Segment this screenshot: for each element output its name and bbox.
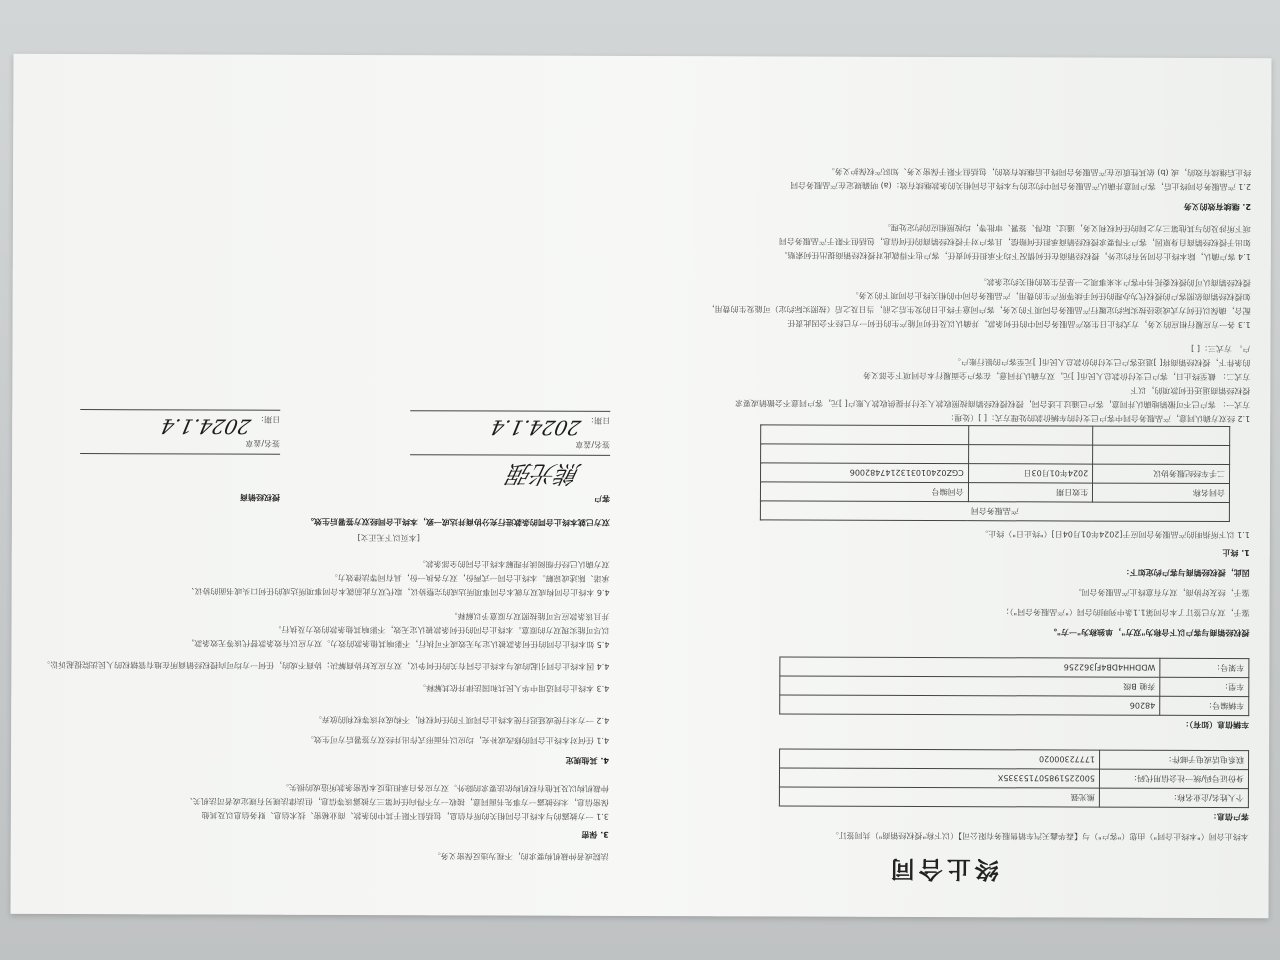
vehicle-id-label: 车辆编号： bbox=[1160, 696, 1249, 715]
vehicle-vin-value: WDDHH4DB4FJ362256 bbox=[780, 657, 1160, 677]
table-cell: 二手车经纪服务协议 bbox=[1093, 464, 1230, 483]
clause-4-4: 4.4 因本终止合同引起的或与本终止合同有关的任何争议，双方应友好协商解决；协商不成的，任何一方均可向授权经销商所在地有管辖权的人民法院提起诉讼。 bbox=[42, 659, 610, 671]
clause-1-2-line: 户。 方式三：[ ] bbox=[1191, 343, 1251, 354]
clause-2-1-line: 2.1 产品服务合同终止后，客户同意并确认产品服务合同中约定的与本终止合同相关的条款继续有效：(a) 明确规定在产品服务合同 bbox=[790, 180, 1252, 192]
clause-4-6-line: 承诺、陈述或谅解。本终止合同一式两份，双方各执一份，具有同等法律效力。 bbox=[329, 572, 610, 583]
clause-1-2-line: 方式二： 截至终止日，客户已支付价款总人民币[ ]元，双方确认并同意，在客户全面履行本合同项下全部义务 bbox=[863, 370, 1251, 382]
vehicle-model-value: 奔驰 B级 bbox=[780, 676, 1160, 696]
clause-3-2: 法院或者仲裁机构要求的，不视为违反保密义务。 bbox=[432, 851, 609, 861]
clause-1-2-line: 的条件下，授权经销商将[ ]退还客户已支付的价款总人民币[ ]元至客户的银行账户。 bbox=[952, 357, 1251, 368]
table-cell: 2024年01月03日 bbox=[968, 464, 1093, 483]
therefore-paragraph: 因此，授权经销商与客户约定如下： bbox=[1121, 567, 1250, 578]
customer-handwritten-date: 2024.1.4 bbox=[488, 415, 583, 440]
product-col-name: 合同名称 bbox=[1093, 483, 1230, 502]
dealer-signature-line bbox=[80, 453, 280, 455]
product-table-header: 产品服务合同 bbox=[760, 501, 1229, 522]
customer-name-label: 个人姓名/企业名称： bbox=[1099, 788, 1248, 808]
vehicle-id-value: 48206 bbox=[780, 695, 1160, 715]
dealer-date-line bbox=[80, 409, 280, 411]
table-cell bbox=[968, 445, 1093, 464]
table-cell bbox=[761, 425, 969, 445]
vehicle-model-label: 车型： bbox=[1160, 677, 1249, 696]
customer-info-table bbox=[779, 748, 1249, 808]
customer-handwritten-signature: 熊光强 bbox=[505, 459, 584, 488]
vehicle-info-heading: 车辆信息（如有）： bbox=[1181, 719, 1250, 730]
customer-sign-sub: 签名/盖章 bbox=[575, 439, 611, 449]
product-col-number: 合同编号 bbox=[760, 482, 968, 502]
clause-1-3-line: 1.3 各一方应履行相应的义务，方式终止日生效产品服务合同中的任何条款，并确认以及任何可能产生的任何一方已经不会因此责任 bbox=[787, 318, 1251, 330]
contract-page-upside-down bbox=[11, 54, 1272, 918]
section-1-heading: 1. 终止 bbox=[1222, 548, 1250, 558]
clause-1-3-line: 如授权经销商依照客户的授权代为办理的任何手续等所产生的费用，产品服务合同中的相关终止合同项下的义务。 bbox=[850, 290, 1251, 302]
table-cell bbox=[1093, 445, 1230, 464]
clause-4-5-line: 4.5 如本终止合同的任何条款被认定为无效或不可执行，不影响其他条款的效力。双方应以有效条款替代该等无效条款， bbox=[186, 638, 610, 649]
table-cell bbox=[1093, 426, 1230, 445]
customer-signature-line bbox=[410, 454, 610, 456]
table-cell: CGZ0240103132147482006 bbox=[761, 463, 969, 483]
intro-paragraph: 本终止合同（"本终止合同"）由您（"客户"）与【森华鑫天汽车销售服务有限公司】（以下称"授权经销商"）共同签订。 bbox=[830, 830, 1249, 842]
whereas-1: 鉴于，双方已签订了本合同第1.1条中列明的合同（"产品服务合同"）； bbox=[1001, 607, 1250, 618]
no-text-below-note: [本页以下无正文] bbox=[357, 533, 420, 543]
clause-2-1-line: 终止后继续有效的，或 (b) 依其性质应在产品服务合同终止后继续有效的，包括但不限于保密义务、知识产权保护义务。 bbox=[826, 166, 1252, 178]
customer-info-heading: 客户信息： bbox=[1208, 811, 1249, 822]
section-4-heading: 4. 其他规定 bbox=[565, 755, 610, 765]
clause-4-6-line: 4.6 本终止合同构成双方就本合同事项所达成的完整协议，取代双方此前就本合同事项所达成的任何口头或书面的协议、 bbox=[186, 586, 610, 597]
parties-paragraph: 授权经销商与客户以下合称为"双方"，单独称为"一方"。 bbox=[1048, 627, 1250, 638]
customer-contact-label: 联系电话或电子邮件： bbox=[1100, 750, 1249, 770]
clause-1-2-line: 方式一： 客户已不可撤销地确认并同意，客户已通过上述合同，授权授权经销商按照收款人支付并提供收款人账户[ ]元，客户同意不会撤销或要求 bbox=[734, 398, 1251, 410]
whereas-2: 鉴于，经友好协商，双方有意终止产品服务合同。 bbox=[1073, 587, 1250, 598]
clause-4-5-line: 以尽可能实现双方的原意。本终止合同的任何条款被认定无效，不影响其他条款的效力及执行。 bbox=[273, 624, 610, 635]
product-contract-table bbox=[760, 424, 1230, 522]
clause-1-1: 1.1 以下所指明的产品服务合同应于[2024年01月04日]（"终止日"）终止。 bbox=[980, 529, 1250, 540]
clause-1-3-line: 配合，确保以任何方式或途径按实际约定履行产品服务合同项下的义务，客户同意于终止日的发生后之前，当日及之后（按照实际约定）可能发生的费用， bbox=[706, 304, 1251, 316]
dealer-handwritten-date: 2024.1.4 bbox=[158, 414, 253, 439]
section-3-heading: 3. 保密 bbox=[581, 829, 609, 839]
clause-4-2: 4.2 一方未行使或延迟行使本终止合同项下的任何权利，不构成对该等权利的放弃。 bbox=[313, 714, 610, 725]
table-cell bbox=[761, 444, 969, 464]
clause-4-3: 4.3 本终止合同适用中华人民共和国法律并依其解释。 bbox=[418, 683, 610, 693]
clause-3-1-line: 仲裁机构以及其他有权机构依法要求的除外。双方应各自承担违反本保密条款所造成的损失。 bbox=[280, 782, 609, 793]
clause-3-1-line: 保密信息，未经披露一方事先书面同意，接收一方不得向任何第三方披露该等信息，但法律法规另有规定或者司法机关、 bbox=[184, 796, 609, 807]
contract-paper bbox=[11, 54, 1272, 918]
clause-1-4-line: 如出于授权经销商自身原因，客户不得要求授权经销商承担任何赔偿，且客户对于授权经销商的任何信息，包括但不限于产品服务合同 bbox=[778, 236, 1251, 248]
clause-1-4-line: 1.4 客户确认，除本终止合同另有约定外，授权经销商在任何情况下均不承担任何责任，客户也不得就此对授权经销商提出任何索赔。 bbox=[779, 250, 1251, 262]
dealer-date-label: 日期： bbox=[256, 414, 281, 424]
customer-contact-value: 17772300020 bbox=[780, 749, 1100, 769]
clause-3-1-line: 3.1 一方披露的与本终止合同相关的所有信息，包括但不限于其中的条款、商业秘密、技术信息、财务信息以及其他 bbox=[201, 810, 609, 821]
section-2-heading: 2. 继续有效的义务 bbox=[1183, 201, 1251, 212]
product-col-date: 生效日期 bbox=[968, 483, 1093, 502]
clause-4-1: 4.1 任何对本终止合同的修改或补充，均应以书面形式作出并经双方签署后方可生效。 bbox=[305, 734, 610, 745]
customer-id-label: 身份证号码/统一社会信用代码： bbox=[1099, 769, 1248, 789]
clause-1-3-line: 授权经销商认可的授权委托书中客户未来事项之一是否生效的相关约定条款。 bbox=[978, 277, 1251, 288]
clause-4-6-line: 双方确认已经仔细阅读并理解本终止合同的全部条款。 bbox=[417, 559, 610, 569]
clause-1-2-line: 1.2 经双方确认同意，产品服务合同中客户已支付的车辆价款的处理方式：[ ]（处理： bbox=[946, 413, 1251, 424]
closing-note: 双方已就本终止合同的条款进行充分协商并达成一致，本终止合同经双方签署后生效。 bbox=[305, 516, 610, 527]
customer-id-value: 500225198507153335X bbox=[779, 768, 1099, 788]
customer-date-label: 日期： bbox=[586, 415, 611, 425]
clause-1-4-line: 项下所涉及的与其他第三方之间的任何权利义务，通过、取得、签署、审批等，均按照相应的约定处理。 bbox=[882, 222, 1251, 234]
vehicle-info-table bbox=[779, 656, 1249, 716]
clause-4-5-line: 并且该条款应尽可能按照双方原意予以解释。 bbox=[449, 611, 610, 621]
dealer-sign-sub: 签名/盖章 bbox=[245, 438, 281, 448]
table-cell bbox=[968, 426, 1093, 445]
customer-name-value: 熊光强 bbox=[779, 787, 1099, 807]
customer-date-line bbox=[410, 410, 610, 412]
vehicle-vin-label: 车架号： bbox=[1160, 658, 1249, 677]
dealer-sign-label: 授权经销商 bbox=[239, 492, 280, 502]
document-title: 终止合同 bbox=[886, 854, 999, 884]
clause-1-2-line: 授权经销商退还任何款项的，以下 bbox=[1130, 385, 1251, 396]
customer-sign-label: 客户 bbox=[593, 493, 610, 503]
